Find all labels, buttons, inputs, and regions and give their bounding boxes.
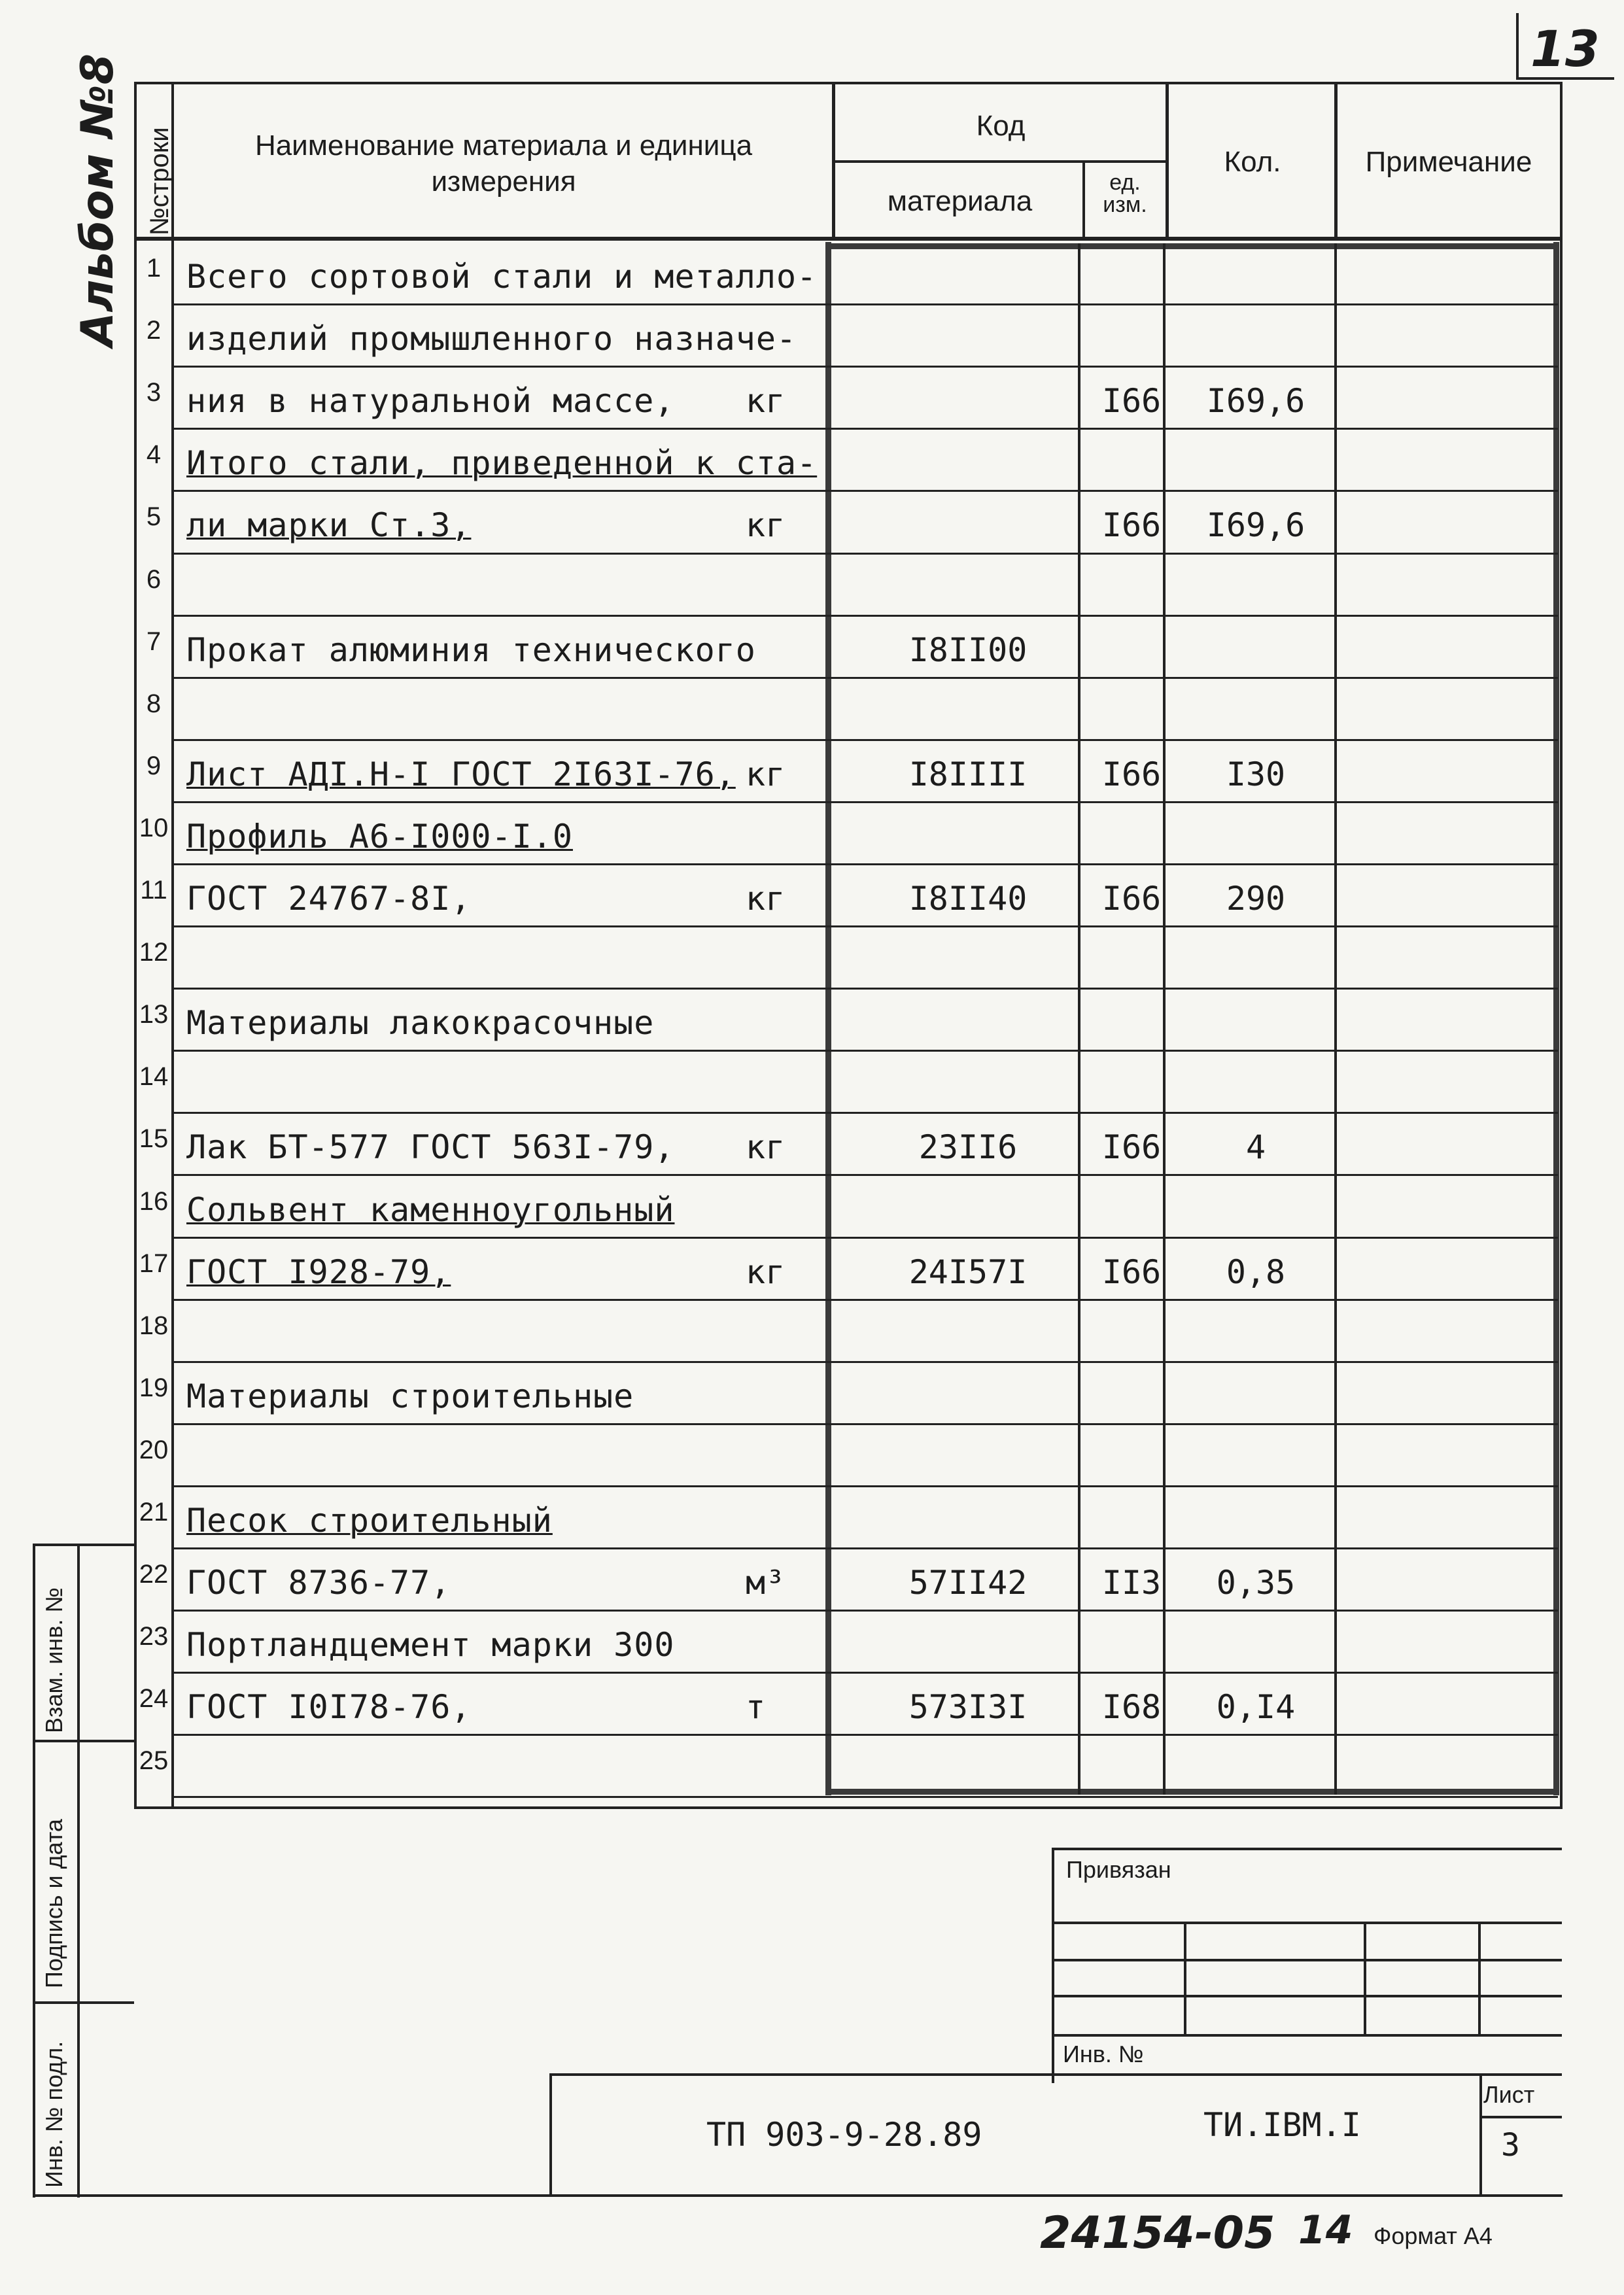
row-divider xyxy=(171,428,1558,430)
data-frame-left xyxy=(825,242,831,1795)
privyazan-box-top xyxy=(1052,1848,1562,1850)
unit-code: II3 xyxy=(1101,1564,1162,1602)
material-unit-label: кг xyxy=(746,755,786,793)
unit-code: I66 xyxy=(1101,880,1162,918)
row-divider xyxy=(171,1672,1558,1674)
row-divider xyxy=(171,1796,1558,1798)
side-label-podpis: Подпись и дата xyxy=(41,1819,67,1988)
material-name: Всего сортовой стали и металло- xyxy=(186,258,818,296)
title-box-left xyxy=(549,2073,552,2195)
page-bottom-border xyxy=(33,2194,1563,2197)
row-divider xyxy=(171,553,1558,555)
row-number: 5 xyxy=(146,502,162,531)
material-name: ли марки Ст.3, xyxy=(186,506,472,544)
row-number: 20 xyxy=(139,1436,169,1464)
row-number: 10 xyxy=(139,814,169,842)
quantity: I69,6 xyxy=(1206,506,1305,544)
header-name: Наименование материала и единица измерения xyxy=(254,129,753,198)
material-name: ГОСТ I928-79, xyxy=(186,1253,451,1291)
qty-col-divider xyxy=(1163,243,1166,1795)
material-name: Сольвент каменноугольный xyxy=(186,1191,675,1229)
privyazan-col2 xyxy=(1364,1922,1366,2034)
material-unit-label: кг xyxy=(746,506,786,544)
material-name: ГОСТ 24767-8I, xyxy=(186,880,472,918)
material-code: I8IIII xyxy=(908,755,1028,793)
row-number: 25 xyxy=(139,1746,169,1775)
privyazan-label: Привязан xyxy=(1066,1856,1171,1883)
material-name: ГОСТ 8736-77, xyxy=(186,1564,451,1602)
row-divider xyxy=(171,988,1558,990)
sheet-label: Лист xyxy=(1483,2081,1535,2108)
privyazan-row4 xyxy=(1052,2034,1562,2037)
row-number: 8 xyxy=(146,689,162,718)
row-number: 9 xyxy=(146,751,162,780)
table-top-border xyxy=(134,82,1563,84)
material-name: Лист АДI.Н-I ГОСТ 2I63I-76, xyxy=(186,755,736,793)
row-divider xyxy=(171,677,1558,679)
privyazan-row3 xyxy=(1052,1995,1562,1997)
title-box-top xyxy=(549,2073,1562,2076)
row-divider xyxy=(171,366,1558,368)
row-divider xyxy=(171,863,1558,865)
page-number: 13 xyxy=(1530,20,1600,78)
row-divider xyxy=(171,1112,1558,1114)
header-bottom-border xyxy=(134,237,1563,241)
table-right-border xyxy=(1560,82,1563,1808)
material-name: изделий промышленного назначе- xyxy=(186,320,797,358)
row-number: 13 xyxy=(139,1000,169,1029)
row-number: 17 xyxy=(139,1249,169,1278)
material-unit-label: кг xyxy=(746,382,786,420)
quantity: 0,I4 xyxy=(1216,1688,1296,1726)
material-code: I8II40 xyxy=(908,880,1028,918)
material-code: 23II6 xyxy=(918,1128,1018,1166)
row-divider xyxy=(171,490,1558,492)
material-unit-label: кг xyxy=(746,1253,786,1291)
material-unit-label: м³ xyxy=(746,1564,786,1602)
row-number: 21 xyxy=(139,1498,169,1527)
sheet-box-divider xyxy=(1479,2116,1562,2118)
quantity: 290 xyxy=(1226,880,1286,918)
material-name: ГОСТ I0I78-76, xyxy=(186,1688,472,1726)
side-stamp-div1 xyxy=(33,1740,134,1742)
material-name: Прокат алюминия технического xyxy=(186,631,756,669)
row-number: 12 xyxy=(139,938,169,967)
page-number-divider xyxy=(1516,13,1519,78)
data-frame-bottom xyxy=(825,1789,1559,1795)
row-number: 3 xyxy=(146,378,162,407)
row-number: 7 xyxy=(146,627,162,656)
row-number: 22 xyxy=(139,1560,169,1589)
unit-code: I66 xyxy=(1101,382,1162,420)
unit-col-left-header xyxy=(1082,160,1085,239)
data-frame-right xyxy=(1553,242,1559,1795)
quantity: I69,6 xyxy=(1206,382,1305,420)
inv-no-label: Инв. № xyxy=(1063,2041,1144,2067)
privyazan-row2 xyxy=(1052,1959,1562,1961)
privyazan-col3 xyxy=(1478,1922,1481,2034)
data-frame-top xyxy=(825,243,1559,249)
format-label: Формат А4 xyxy=(1373,2222,1493,2249)
row-divider xyxy=(171,1423,1558,1425)
table-left-border xyxy=(134,82,137,1808)
row-divider xyxy=(171,1610,1558,1612)
row-number: 15 xyxy=(139,1124,169,1153)
row-divider xyxy=(171,801,1558,803)
quantity: 0,35 xyxy=(1216,1564,1296,1602)
header-row-no: №строки xyxy=(145,127,174,235)
material-name: Песок строительный xyxy=(186,1502,553,1540)
header-code-group: Код xyxy=(976,110,1026,142)
material-unit-label: кг xyxy=(746,1128,786,1166)
sheet-box-left xyxy=(1479,2073,1482,2195)
material-name: Лак БТ-577 ГОСТ 563I-79, xyxy=(186,1128,675,1166)
album-label: Альбом №8 xyxy=(72,53,124,347)
row-number: 14 xyxy=(139,1062,169,1091)
row-divider xyxy=(171,1174,1558,1176)
row-number: 24 xyxy=(139,1684,169,1713)
material-name: Материалы лакокрасочные xyxy=(186,1004,655,1042)
material-unit-label: кг xyxy=(746,880,786,918)
unit-code: I68 xyxy=(1101,1688,1162,1726)
material-name: ния в натуральной массе, xyxy=(186,382,675,420)
row-divider xyxy=(171,739,1558,741)
unit-code: I66 xyxy=(1101,1253,1162,1291)
quantity: 0,8 xyxy=(1226,1253,1286,1291)
row-divider xyxy=(171,1547,1558,1549)
quantity: 4 xyxy=(1245,1128,1266,1166)
row-divider xyxy=(171,1299,1558,1301)
row-divider xyxy=(171,303,1558,305)
material-name: Итого стали, приведенной к ста- xyxy=(186,444,818,482)
side-label-vzam: Взам. инв. № xyxy=(41,1587,67,1733)
header-note: Примечание xyxy=(1365,146,1532,178)
material-name: Материалы строительные xyxy=(186,1377,634,1415)
unit-col-divider xyxy=(1078,243,1080,1795)
table-bottom-border xyxy=(134,1806,1563,1809)
side-stamp-top xyxy=(33,1544,134,1546)
doc-mark: ТИ.IВМ.I xyxy=(1203,2106,1361,2144)
row-divider xyxy=(171,925,1558,927)
note-col-divider xyxy=(1334,243,1337,1795)
row-number: 18 xyxy=(139,1311,169,1340)
privyazan-col1 xyxy=(1184,1922,1186,2034)
unit-code: I66 xyxy=(1101,1128,1162,1166)
privyazan-row1 xyxy=(1052,1922,1562,1924)
side-stamp-left xyxy=(33,1544,35,2198)
header-code-unit: ед. изм. xyxy=(1103,170,1147,217)
row-number: 11 xyxy=(140,876,167,905)
material-code: 24I57I xyxy=(908,1253,1028,1291)
row-divider xyxy=(171,615,1558,617)
material-unit-label: т xyxy=(746,1688,766,1726)
page-number-handwritten: 14 xyxy=(1298,2207,1353,2253)
material-code: I8II00 xyxy=(908,631,1028,669)
header-code-material: материала xyxy=(887,185,1033,217)
side-stamp-mid xyxy=(77,1544,80,2198)
material-name: Профиль А6-I000-I.0 xyxy=(186,818,573,855)
doc-code: ТП 903-9-28.89 xyxy=(706,2116,982,2154)
unit-code: I66 xyxy=(1101,506,1162,544)
material-name: Портландцемент марки 300 xyxy=(186,1626,675,1664)
material-code: 57II42 xyxy=(908,1564,1028,1602)
row-number: 1 xyxy=(146,254,162,283)
row-divider xyxy=(171,1237,1558,1239)
rownum-col-divider xyxy=(171,82,174,1808)
row-number: 2 xyxy=(146,316,162,345)
header-qty: Кол. xyxy=(1224,146,1281,178)
row-number: 4 xyxy=(146,440,162,469)
row-divider xyxy=(171,1485,1558,1487)
archive-number: 24154-05 xyxy=(1040,2207,1275,2259)
quantity: I30 xyxy=(1226,755,1286,793)
privyazan-box-left xyxy=(1052,1848,1054,2083)
side-label-inv-podl: Инв. № подл. xyxy=(41,2041,67,2188)
side-stamp-div2 xyxy=(33,2001,134,2004)
unit-code: I66 xyxy=(1101,755,1162,793)
row-divider xyxy=(171,1734,1558,1736)
row-number: 16 xyxy=(139,1187,169,1216)
code-group-divider xyxy=(832,160,1169,163)
row-divider xyxy=(171,1361,1558,1363)
row-number: 19 xyxy=(139,1373,169,1402)
row-number: 23 xyxy=(139,1622,169,1651)
row-divider xyxy=(171,1050,1558,1052)
sheet-number: 3 xyxy=(1501,2127,1520,2164)
material-code: 573I3I xyxy=(908,1688,1028,1726)
row-number: 6 xyxy=(146,565,162,594)
